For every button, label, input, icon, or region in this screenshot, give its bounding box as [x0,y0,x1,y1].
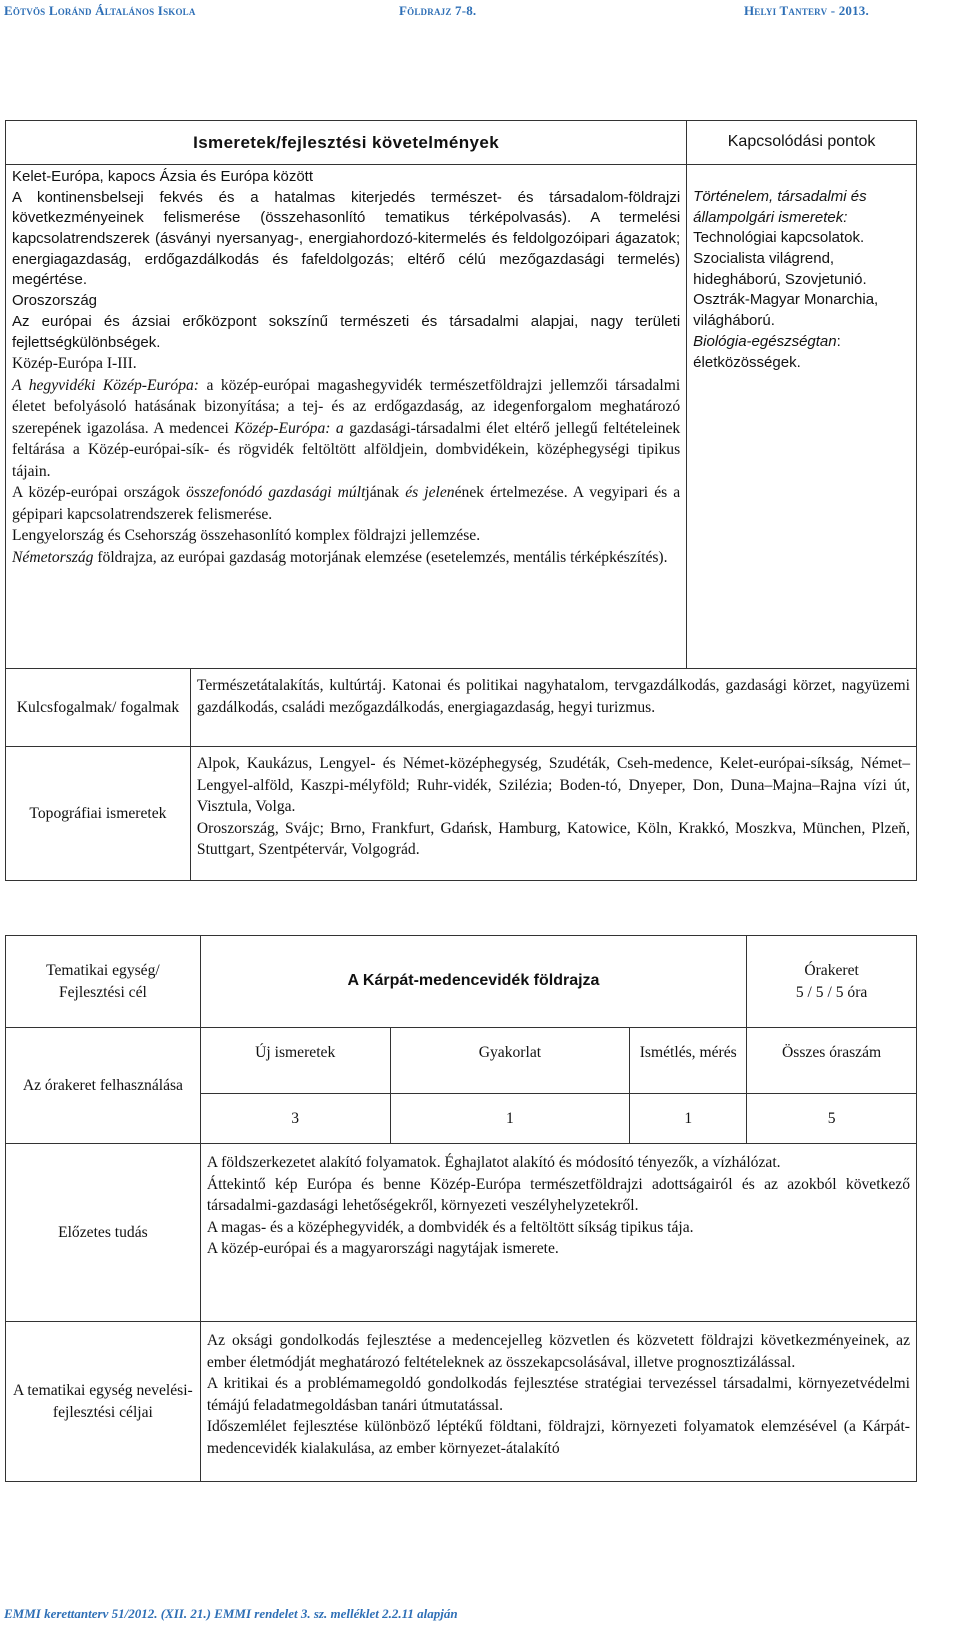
req-kelet-europa: Kelet-Európa, kapocs Ázsia és Európa között [12,168,313,185]
req-nemetorszag: Németország földrajza, az európai gazdaság motorjának elemzése (esetelemzés, mentális térképkészítés). [12,548,668,566]
key-concepts-label: Kulcsfogalmak/ fogalmak [6,669,191,747]
req-eroközpont: Az európai és ázsiai erőközpont sokszínű természeti és társadalmi alapjai, nagy területi fejlettségkülönbségek. [12,312,681,351]
prior-knowledge-text: A földszerkezetet alakító folyamatok. Éghajlatot alakító és módosító tényezők, a vízhálózat. Áttekintő kép Európa és benne Közép-Európa természetföldrajzi adottságairól és az azokból következő társadalmi-gazdasági lehetőségekről, környezeti veszélyhelyzetekről. A magas- és a középhegyvidék, a dombvidék és a feltöltött síkság tipikus tája. A közép-európai és a magyarországi nagytájak ismerete. [200,1144,916,1322]
usage-val-practice: 1 [390,1094,630,1144]
req-kontinens: A kontinensbelseji fekvés és a hatalmas kiterjedés természet- és társadalom-földrajzi következményeinek felismerése (összehasonlító tematikus térképolvasás). A termelési kapcsolatrendszerek (ásványi nyersanyag-, energiahordozó-kitermelés és feldolgozóipari ágazatok; energiagazdaság, erdőgazdálkodás és fafeldolgozás; eltérő célú mezőgazdasági termelés) megértése. [12,188,681,289]
page-footer: EMMI kerettanterv 51/2012. (XII. 21.) EMMI rendelet 3. sz. melléklet 2.2.11 alapján [4,1606,458,1621]
links-history-text: Technológiai kapcsolatok. Szocialista világrend, hidegháború, Szovjetunió. Osztrák-Magyar Monarchia, világháború. [693,229,879,330]
usage-col-practice: Gyakorlat [390,1028,630,1094]
goals-text: Az oksági gondolkodás fejlesztése a medencejelleg közvetlen és közvetett földrajzi következményeinek, az ember életmódját meghatározó feltételeknek az összekapcsolásával, illetve prognosztizálással. A kritikai és a problémamegoldó gondolkodás fejlesztése stratégiai tervezéssel társadalmi, környezetvédelmi témájú feladatmegoldásban tanári útmutatással. Időszemlélet fejlesztése különböző léptékű földtani, földrajzi, környezeti folyamatok elemzésével (a Kárpát-medencevidék kialakulása, az ember környezet-átalakító [200,1322,916,1482]
req-oroszorszag: Oroszország [12,292,98,310]
usage-label: Az órakeret felhasználása [6,1028,201,1144]
unit-table [5,935,917,1482]
subject-name: Földrajz 7-8. [399,3,477,18]
links-heading: Kapcsolódási pontok [687,121,917,165]
req-lengyel-cseh: Lengyelország és Csehország összehasonlító komplex földrajzi jellemzése. [12,527,481,545]
usage-col-new: Új ismeretek [200,1028,390,1094]
hours-label: Órakeret [804,961,859,979]
curriculum-name: Helyi Tanterv - 2013. [744,3,869,18]
usage-col-total: Összes óraszám [747,1028,917,1094]
usage-val-new: 3 [200,1094,390,1144]
usage-val-total: 5 [747,1094,917,1144]
links-history: Történelem, társadalmi és állampolgári ismeretek: [693,188,867,226]
req-kozep-europa: Közép-Európa I-III. [12,355,137,373]
links-biology: Biológia-egészségtan: életközösségek. [693,332,841,371]
unit-title: A Kárpát-medencevidék földrajza [200,936,746,1028]
topography-label: Topográfiai ismeretek [6,747,191,881]
topography-text: Alpok, Kaukázus, Lengyel- és Német-középhegység, Szudéták, Cseh-medence, Kelet-európai-síkság, Német–Lengyel-alföld, Kaszpi-mélyföld; Ruhr-vidék, Szilézia; Boden-tó, Dnyeper, Don, Duna–Majna–Rajna vízi út, Visztula, Volga. Oroszország, Svájc; Brno, Frankfurt, Gdańsk, Hamburg, Katowice, Köln, Krakkó, Moszkva, München, Plzeň, Stuttgart, Szentpétervár, Volgográd. [190,747,916,881]
requirements-table [5,120,917,881]
hours-value: 5 / 5 / 5 óra [795,983,868,1001]
usage-val-review: 1 [630,1094,747,1144]
usage-col-review: Ismétlés, mérés [630,1028,747,1094]
requirements-heading: Ismeretek/fejlesztési követelmények [6,121,687,165]
key-concepts-text: Természetátalakítás, kultúrtáj. Katonai és politikai nagyhatalom, tervgazdálkodás, gazdasági körzet, nagyüzemi gazdálkodás, családi mezőgazdálkodás, energiagazdaság, hegyi turizmus. [190,669,916,747]
goals-label: A tematikai egység nevelési-fejlesztési céljai [6,1322,201,1482]
school-name: Eötvös Loránd Általános Iskola [4,3,196,18]
hours-cell [747,936,917,1028]
unit-label: Tematikai egység/ Fejlesztési cél [6,936,201,1028]
requirements-body [6,165,687,669]
req-orszagok: A közép-európai országok összefonódó gazdasági múltjának és jelenének értelmezése. A vegyipari és a gépipari kapcsolatrendszerek felismerése. [12,484,681,523]
req-hegyvideki: A hegyvidéki Közép-Európa: a közép-európai magashegyvidék természetföldrajzi jellemzői társadalmi életet befolyásoló hatásának bizonyítása; a tej- és az erdőgazdaság, az idegenforgalom meghatározó szerepének igazolása. A medencei Közép-Európa: a gazdasági-társadalmi élet eltérő jellegű feltételeinek feltárása a Közép-európai-sík- és rögvidék feltöltött alföldjein, dombvidékein, középhegységi tipikus tájain. [12,376,681,480]
prior-knowledge-label: Előzetes tudás [6,1144,201,1322]
links-body [687,165,917,669]
